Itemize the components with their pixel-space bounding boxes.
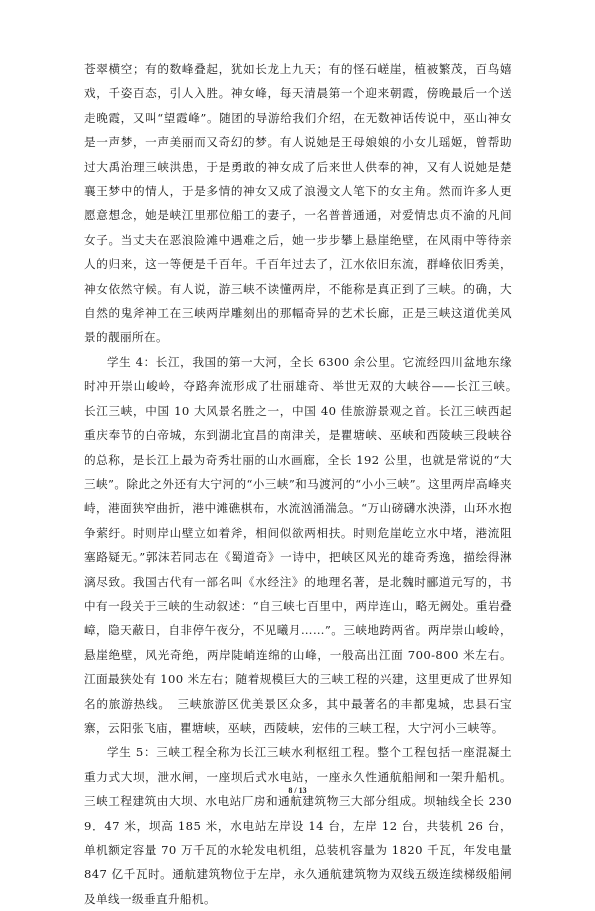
paragraph-shennu-peak: 苍翠横空；有的数峰叠起，犹如长龙上九天；有的怪石嵯崖，植被繁茂，百鸟嬉戏，千姿百态，引人入胜。神女峰，每天清晨第一个迎来朝霞，傍晚最后一个送走晚霞，又叫“望霞峰”。随团的导游给我们介绍，在无数神话传说中，巫山神女是一声梦，一声美丽而又奇幻的梦。有人说她是王母娘娘的小女儿瑶姬，曾帮助过大禹治理三峡洪患，于是勇敢的神女成了后来世人供奉的神，又有人说她是楚襄王梦中的情人，于是多情的神女又成了浪漫文人笔下的女主角。然而许多人更愿意想念，她是峡江里那位船工的妻子，一名普普通通，对爱情忠贞不渝的凡间女子。当丈夫在恶浪险滩中遇难之后，她一步步攀上悬崖绝壁，在风雨中等待亲人的归来，这一等便是千百年。千百年过去了，江水依旧东流，群峰依旧秀美，神女依然守候。有人说，游三峡不读懂两岸，不能称是真正到了三峡。的确，大自然的鬼斧神工在三峡两岸雕刻出的那幅奇异的艺术长廊，正是三峡这道优美风景的靓丽所在。 <box>84 62 512 345</box>
page-number: 8 / 13 <box>288 786 307 795</box>
paragraph-student-5: 学生 5：三峡工程全称为长江三峡水利枢纽工程。整个工程包括一座混凝土重力式大坝，泄水闸，一座坝后式水电站，一座永久性通航船闸和一架升船机。三峡工程建筑由大坝、水电站厂房和通航建筑物三大部分组成。坝轴线全长 2309．47 米，坝高 185 米，水电站左岸设 14 台，左岸 12 台，共装机 26 台，单机额定容量 70 万千瓦的水轮发电机组，总装机容量为 1820 千瓦，年发电量 847 亿千瓦时。通航建筑物位于左岸，永久通航建筑物为双线五级连续梯级船闸及单线一级垂直升船机。 <box>84 745 512 906</box>
document-body <box>84 57 524 911</box>
paragraph-student-4: 学生 4：长江，我国的第一大河，全长 6300 余公里。它流经四川盆地东缘时冲开崇山峻岭，夺路奔流形成了壮丽雄奇、举世无双的大峡谷——长江三峡。 长江三峡，中国 10 大风景名胜之一，中国 40 佳旅游景观之首。长江三峡西起重庆奉节的白帝城，东到湖北宜昌的南津关，是瞿塘峡、巫峡和西陵峡三段峡谷的总称，是长江上最为奇秀壮丽的山水画廊，全长 192 公里，也就是常说的“大三峡”。除此之外还有大宁河的“小三峡”和马渡河的“小小三峡”。这里两岸高峰夹峙，港面狭窄曲折，港中滩礁棋布，水流汹涌湍急。“万山磅礴水泱漭，山环水抱争萦纡。时则岸山壁立如着斧，相间似欲两相扶。时则危崖屹立水中堵，港流阻塞路疑无。”郭沫若同志在《蜀道奇》一诗中，把峡区风光的雄奇秀逸，描绘得淋漓尽致。我国古代有一部名叫《水经注》的地理名著，是北魏时郦道元写的，书中有一段关于三峡的生动叙述：“自三峡七百里中，两岸连山，略无阙处。重岩叠嶂，隐天蔽日，自非停午夜分，不见曦月……”。三峡地跨两省。两岸崇山峻岭，悬崖绝壁，风光奇绝，两岸陡峭连绵的山峰，一般高出江面 700-800 米左右。江面最狭处有 100 米左右；随着规模巨大的三峡工程的兴建，这里更成了世界知名的旅游热线。 三峡旅游区优美景区众多，其中最著名的丰都鬼城，忠县石宝寨，云阳张飞庙，瞿塘峡，巫峡，西陵峡，宏伟的三峡工程，大宁河小三峡等。 <box>84 354 524 735</box>
